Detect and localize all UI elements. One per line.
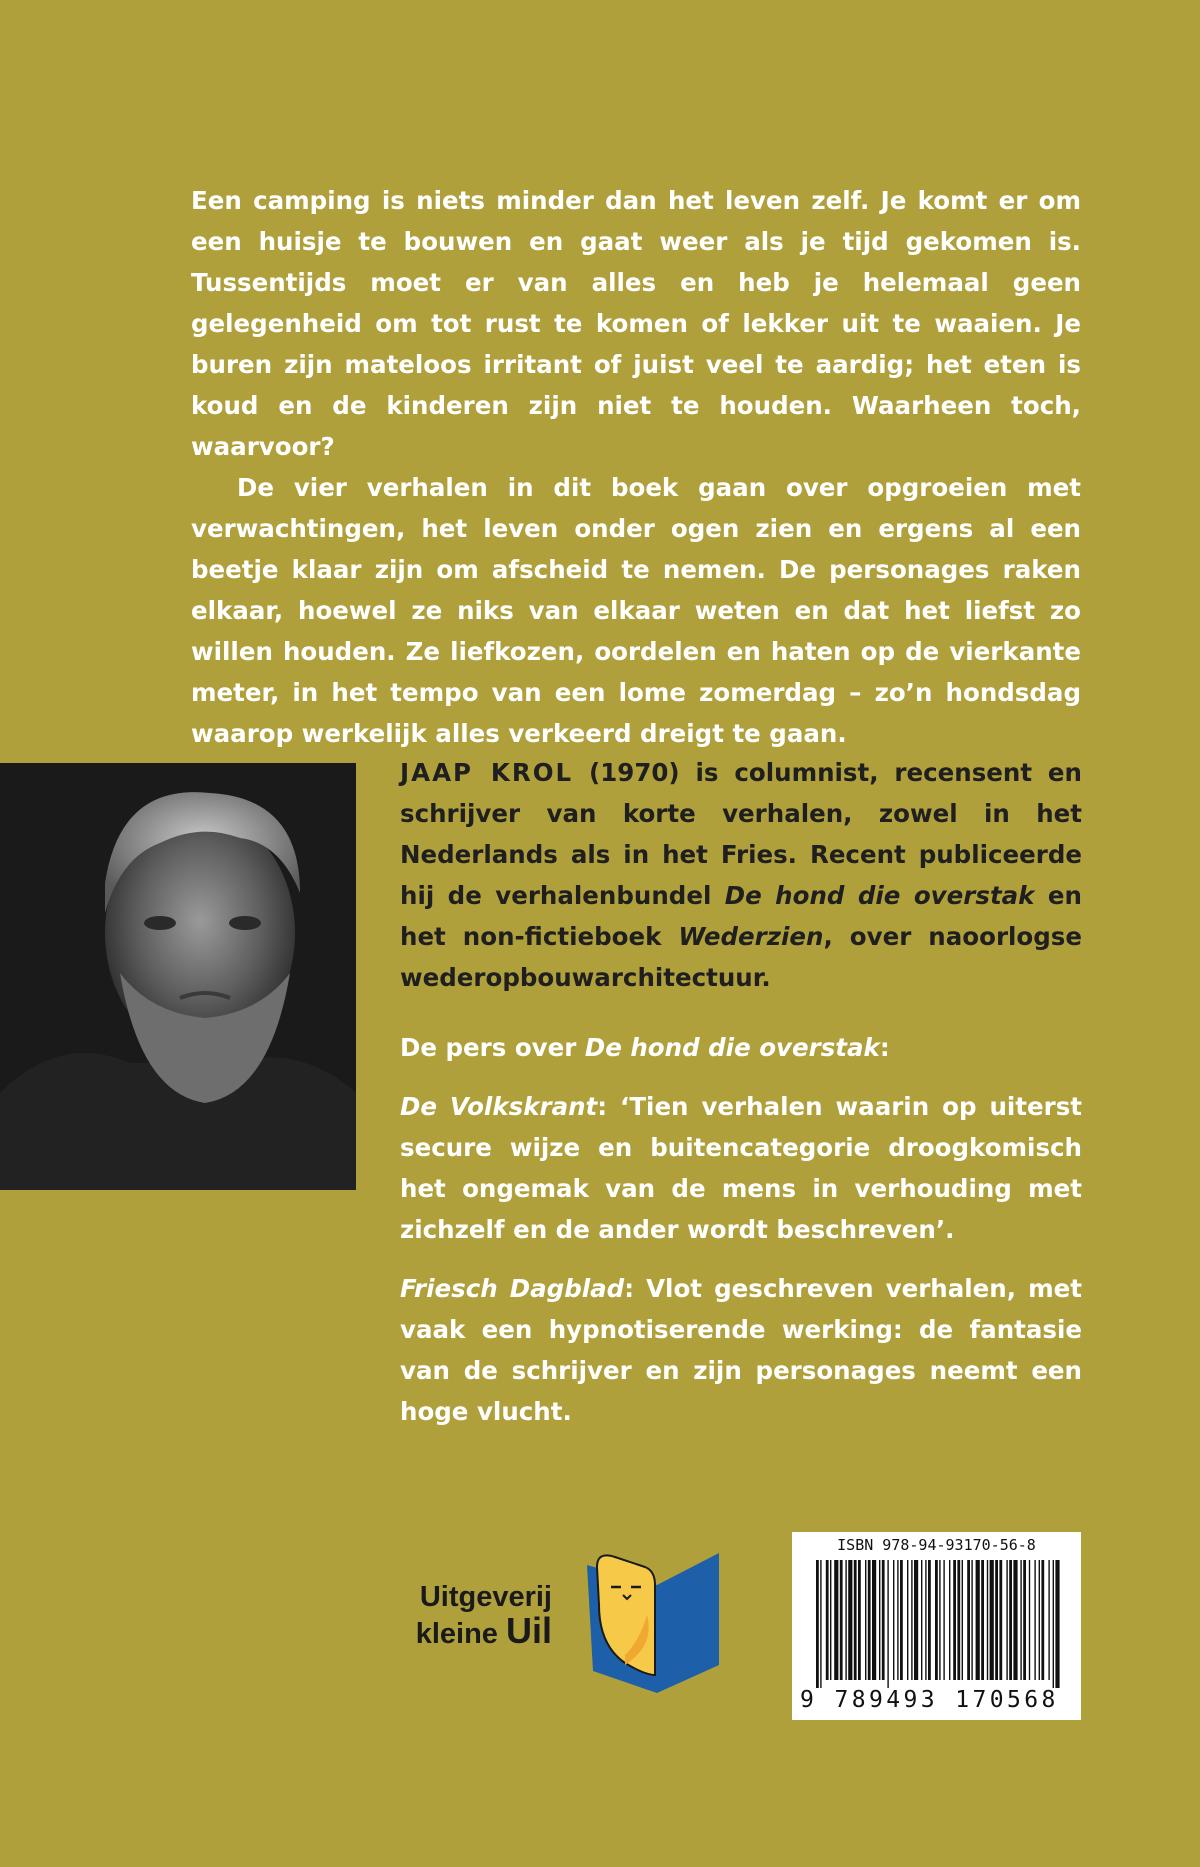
barcode-bar	[840, 1560, 843, 1680]
barcode-bar	[943, 1560, 944, 1680]
barcode-bar	[826, 1560, 829, 1680]
barcode-bar	[1053, 1560, 1054, 1688]
barcode-bar	[971, 1560, 972, 1680]
publisher-name	[360, 1580, 552, 1651]
press-intro-text: De pers over	[400, 1033, 585, 1062]
barcode-bar	[834, 1560, 838, 1680]
barcode-bar	[990, 1560, 994, 1680]
barcode-bar	[957, 1560, 960, 1680]
barcode-bar	[858, 1560, 861, 1680]
press-quote-volkskrant	[400, 1086, 1082, 1250]
author-bio	[400, 752, 1082, 998]
blurb-paragraph-2: De vier verhalen in dit boek gaan over opgroeien met verwachtingen, het leven onder ogen zien en ergens al een beetje klaar zijn om afscheid te nemen. De personages raken elkaar, hoewel ze niks van elkaar weten en dat het liefst zo willen houden. Ze liefkozen, oordelen en haten op de vierkante meter, in het tempo van een lome zomerdag – zo’n hondsdag waarop werkelijk alles verkeerd dreigt te gaan.	[191, 473, 1081, 748]
barcode-bar	[887, 1560, 888, 1688]
publisher-line-2-text: kleine	[415, 1618, 498, 1650]
isbn-label: ISBN 978-94-93170-56-8	[837, 1536, 1036, 1554]
barcode-digits: 9 789493 170568	[800, 1687, 1059, 1713]
press-source-friesch-dagblad: Friesch Dagblad	[400, 1274, 625, 1303]
press-intro-end: :	[879, 1033, 890, 1062]
barcode-bar	[907, 1560, 908, 1680]
author-portrait	[0, 763, 356, 1190]
barcode-bar	[1009, 1560, 1012, 1680]
barcode-bar	[820, 1560, 821, 1688]
barcode-bar	[921, 1560, 922, 1680]
author-bio-part-c: , over naoorlogse wederopbouwarchitectuur.	[400, 922, 1082, 992]
barcode-bar	[928, 1560, 931, 1680]
barcode-bar	[987, 1560, 988, 1680]
barcode-bar	[962, 1560, 963, 1680]
barcode-bar	[900, 1560, 903, 1680]
barcode-bar	[868, 1560, 871, 1680]
author-bio-text	[400, 752, 1082, 998]
press-intro	[400, 1027, 1082, 1068]
barcode-bar	[925, 1560, 926, 1680]
barcode-bar	[981, 1560, 984, 1680]
barcode-bar	[976, 1560, 980, 1680]
barcode-bar	[854, 1560, 857, 1680]
press-quote-text-1: : ‘Tien verhalen waarin op uiterst secure wijze en buitencategorie droogkomisch het ongemak van de mens in verhouding met zichzelf en de ander wordt beschreven’.	[400, 1092, 1082, 1244]
press-quote-text-2: : Vlot geschreven verhalen, met vaak een hypnotiserende werking: de fantasie van de schrijver en zijn personages neemt een hoge vlucht.	[400, 1274, 1082, 1426]
blurb-paragraph-1: Een camping is niets minder dan het leven zelf. Je komt er om een huisje te bouwen en gaat weer als je tijd gekomen is. Tussentijds moet er van alles en heb je helemaal geen gelegenheid om tot rust te komen of lekker uit te waaien. Je buren zijn mateloos irritant of juist veel te aardig; het eten is koud en de kinderen zijn niet te houden. Waarheen toch, waarvoor?	[191, 186, 1081, 461]
barcode-bar	[893, 1560, 894, 1680]
barcode-bar	[967, 1560, 970, 1680]
author-book-title-2: Wederzien	[678, 922, 824, 951]
author-book-title-1: De hond die overstak	[724, 881, 1035, 910]
barcode-bar	[879, 1560, 880, 1680]
barcode-bar	[999, 1560, 1002, 1680]
barcode-bar	[911, 1560, 912, 1680]
barcode-bar	[897, 1560, 898, 1680]
barcode-bar	[1029, 1560, 1030, 1680]
barcode-bars-icon	[816, 1560, 1060, 1688]
author-bio-part-a: (1970) is columnist, recensent en schrijver van korte verhalen, zowel in het Nederlands als in het Fries. Recent publiceerde hij de verhalenbundel	[400, 758, 1082, 910]
barcode-bar	[995, 1560, 998, 1680]
barcode-bar	[1034, 1560, 1035, 1680]
press-source-volkskrant: De Volkskrant	[400, 1092, 598, 1121]
author-photo-icon	[0, 763, 356, 1190]
press-quotes	[400, 1027, 1082, 1450]
publisher-line-2	[360, 1610, 552, 1651]
press-intro-title: De hond die overstak	[584, 1033, 880, 1062]
barcode-bar	[845, 1560, 846, 1680]
barcode-bar	[1048, 1560, 1049, 1680]
publisher-line-1: Uitgeverij	[419, 1581, 552, 1613]
publisher-line-2-big: Uil	[505, 1610, 552, 1651]
isbn-barcode	[792, 1532, 1081, 1720]
barcode-bar	[1023, 1560, 1026, 1680]
author-name: JAAP KROL	[400, 758, 574, 787]
author-bio-part-b: en het non-fictieboek	[400, 881, 1082, 951]
barcode-bar	[914, 1560, 918, 1680]
barcode-bar	[882, 1560, 885, 1680]
barcode-bar	[1039, 1560, 1040, 1680]
barcode-bar	[1013, 1560, 1017, 1680]
barcode-bar	[953, 1560, 956, 1680]
barcode-bar	[830, 1560, 831, 1680]
back-cover-blurb	[191, 180, 1081, 754]
barcode-bar	[949, 1560, 950, 1680]
barcode-bar	[939, 1560, 940, 1680]
barcode-bar	[1020, 1560, 1021, 1680]
barcode-bar	[865, 1560, 866, 1680]
barcode-bar	[816, 1560, 819, 1688]
barcode-bar	[1041, 1560, 1044, 1680]
owl-book-logo-icon	[585, 1545, 721, 1693]
barcode-bar	[1006, 1560, 1007, 1680]
barcode-bar	[935, 1560, 938, 1680]
barcode-bar	[872, 1560, 876, 1680]
barcode-bar	[1055, 1560, 1059, 1688]
barcode-bar	[848, 1560, 852, 1680]
press-quote-friesch-dagblad	[400, 1268, 1082, 1432]
